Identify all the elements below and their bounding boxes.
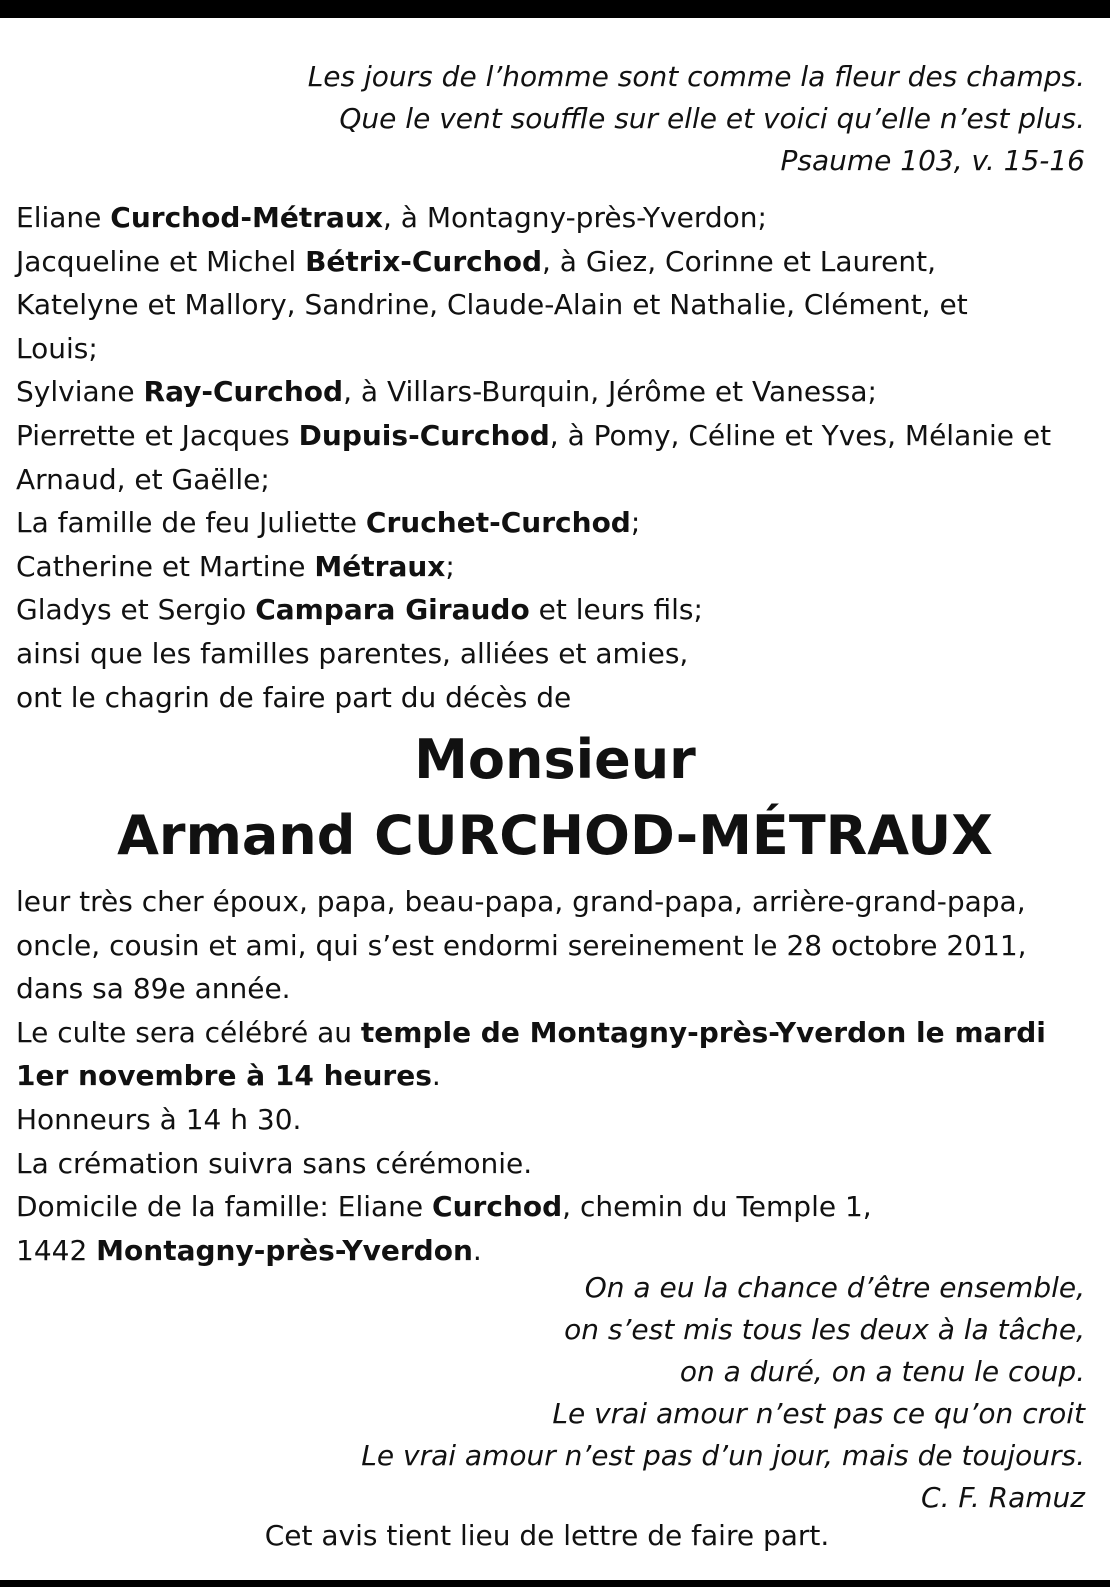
details-line: 1442 Montagny-près-Yverdon. — [16, 1233, 482, 1267]
epigraph — [25, 56, 1085, 182]
epigraph-line: Que le vent souffle sur elle et voici qu’elle n’est plus. — [339, 102, 1085, 135]
family-line: Gladys et Sergio Campara Giraudo et leurs fils; — [16, 593, 703, 627]
family-line: Eliane Curchod-Métraux, à Montagny-près-Yverdon; — [16, 201, 767, 234]
family-line: Pierrette et Jacques Dupuis-Curchod, à Pomy, Céline et Yves, Mélanie et — [16, 418, 1052, 452]
family-line: Louis; — [16, 331, 98, 365]
family-line: ainsi que les familles parentes, alliées et amies, — [16, 636, 689, 670]
poem-author: C. F. Ramuz — [921, 1481, 1085, 1514]
details-line: Domicile de la famille: Eliane Curchod, chemin du Temple 1, — [16, 1190, 872, 1224]
deceased-title: Monsieur — [414, 728, 696, 791]
family-list — [16, 196, 1096, 719]
poem-line: Le vrai amour n’est pas ce qu’on croit — [552, 1397, 1085, 1430]
top-rule — [0, 0, 1110, 18]
details-line: dans sa 89e année. — [16, 972, 291, 1006]
deceased-name: Armand CURCHOD-MÉTRAUX — [117, 804, 993, 867]
epigraph-source: Psaume 103, v. 15-16 — [780, 144, 1085, 177]
poem — [25, 1267, 1085, 1519]
bottom-rule — [0, 1580, 1110, 1587]
details-line: leur très cher époux, papa, beau-papa, grand-papa, arrière-grand-papa, — [16, 885, 1026, 918]
funeral-details — [16, 880, 1096, 1272]
poem-line: On a eu la chance d’être ensemble, — [584, 1271, 1085, 1304]
poem-line: on a duré, on a tenu le coup. — [679, 1355, 1085, 1388]
details-line: La crémation suivra sans cérémonie. — [16, 1146, 533, 1180]
family-line: Catherine et Martine Métraux; — [16, 549, 455, 583]
poem-line: Le vrai amour n’est pas d’un jour, mais de toujours. — [361, 1439, 1085, 1472]
deceased-name-block — [0, 722, 1110, 874]
epigraph-line: Les jours de l’homme sont comme la fleur des champs. — [307, 60, 1085, 93]
footer-note — [0, 1515, 1110, 1557]
family-line: Arnaud, et Gaëlle; — [16, 462, 270, 496]
family-line: Jacqueline et Michel Bétrix-Curchod, à Giez, Corinne et Laurent, — [16, 244, 936, 278]
details-line: oncle, cousin et ami, qui s’est endormi sereinement le 28 octobre 2011, — [16, 928, 1027, 962]
family-line: Katelyne et Mallory, Sandrine, Claude-Alain et Nathalie, Clément, et — [16, 288, 968, 322]
details-line: Le culte sera célébré au temple de Montagny-près-Yverdon le mardi — [16, 1015, 1046, 1049]
family-line: La famille de feu Juliette Cruchet-Curchod; — [16, 506, 641, 540]
details-line: Honneurs à 14 h 30. — [16, 1102, 302, 1136]
family-line: Sylviane Ray-Curchod, à Villars-Burquin, Jérôme et Vanessa; — [16, 375, 877, 409]
footer-note-text: Cet avis tient lieu de lettre de faire part. — [264, 1519, 830, 1552]
details-line: 1er novembre à 14 heures. — [16, 1059, 441, 1093]
poem-line: on s’est mis tous les deux à la tâche, — [564, 1313, 1085, 1346]
family-line: ont le chagrin de faire part du décès de — [16, 680, 572, 714]
